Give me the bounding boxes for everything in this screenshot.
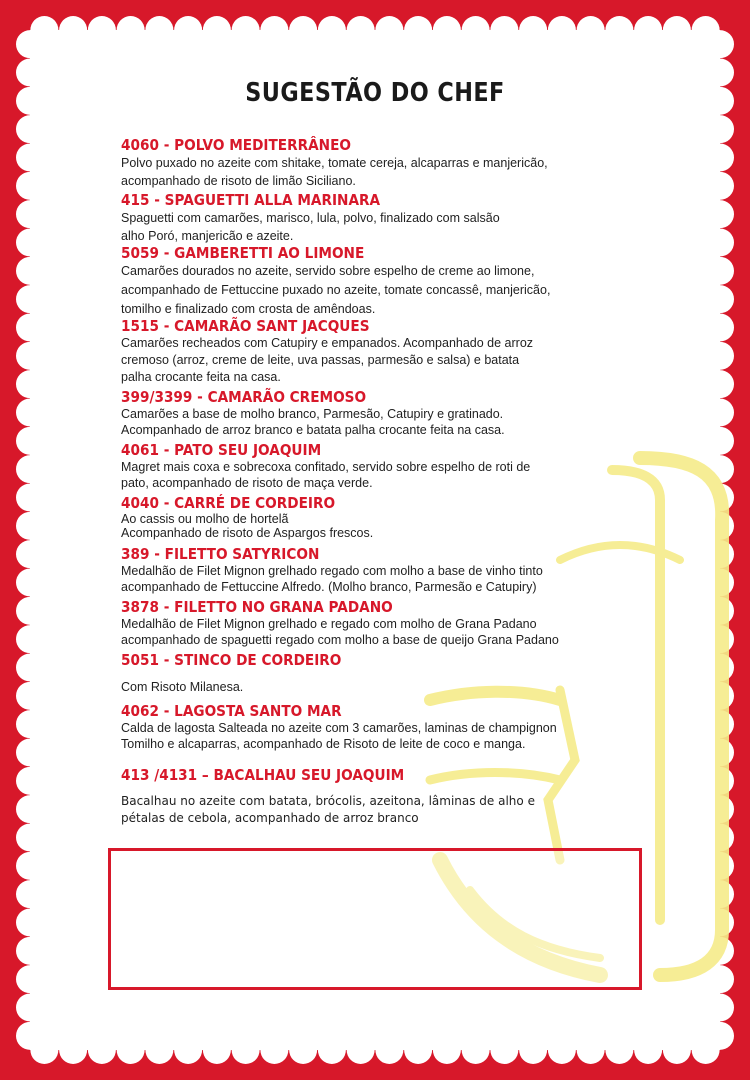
menu-item [121, 137, 591, 190]
menu-item [121, 192, 591, 245]
menu-item [121, 652, 591, 695]
dish-title: 1515 - CAMARÃO SANT JACQUES [121, 317, 370, 335]
blank-notice-box [108, 848, 642, 990]
dish-title: 413 /4131 – BACALHAU SEU JOAQUIM [121, 766, 405, 784]
menu-item [121, 318, 591, 386]
dish-title: 415 - SPAGUETTI ALLA MARINARA [121, 191, 381, 209]
dish-title: 399/3399 - CAMARÃO CREMOSO [121, 388, 367, 406]
dish-description: Medalhão de Filet Mignon grelhado e regado com molho de Grana Padano acompanhado de spaguetti regado com molho a base de queijo Grana Padano [121, 617, 559, 647]
menu-item [121, 599, 591, 648]
menu-title: SUGESTÃO DO CHEF [245, 78, 505, 108]
menu-item [121, 442, 591, 491]
dish-title: 4060 - POLVO MEDITERRÂNEO [121, 136, 351, 154]
dish-description: Medalhão de Filet Mignon grelhado regado com molho a base de vinho tinto acompanhado de Fettuccine Alfredo. (Molho branco, Parmesão e Catupiry) [121, 564, 543, 594]
dish-description: Com Risoto Milanesa. [121, 680, 244, 694]
dish-title: 5059 - GAMBERETTI AO LIMONE [121, 244, 365, 262]
dish-title: 4061 - PATO SEU JOAQUIM [121, 441, 322, 459]
dish-description: Camarões dourados no azeite, servido sobre espelho de creme ao limone, acompanhado de Fettuccine puxado no azeite, tomate concassê, manjericão, tomilho e finalizado com crosta de amêndoas. [121, 264, 551, 316]
menu-item [121, 767, 591, 827]
menu-item [121, 703, 591, 752]
dish-description: Calda de lagosta Salteada no azeite com 3 camarões, laminas de champignon Tomilho e alcaparras, acompanhado de Risoto de leite de coco e manga. [121, 721, 557, 751]
dish-title: 389 - FILETTO SATYRICON [121, 545, 320, 563]
menu-item [121, 495, 591, 540]
menu-item [121, 389, 591, 438]
dish-description: Polvo puxado no azeite com shitake, tomate cereja, alcaparras e manjericão, acompanhado de risoto de limão Siciliano. [121, 156, 548, 188]
dish-description: Bacalhau no azeite com batata, brócolis, azeitona, lâminas de alho e pétalas de cebola, acompanhado de arroz branco [121, 794, 535, 825]
dish-description: Ao cassis ou molho de hortelã Acompanhado de risoto de Aspargos frescos. [121, 512, 374, 540]
dish-description: Camarões a base de molho branco, Parmesão, Catupiry e gratinado. Acompanhado de arroz branco e batata palha crocante feita na casa. [121, 407, 505, 437]
menu-item [121, 546, 591, 595]
dish-title: 5051 - STINCO DE CORDEIRO [121, 651, 342, 669]
dish-title: 4062 - LAGOSTA SANTO MAR [121, 702, 342, 720]
dish-description: Camarões recheados com Catupiry e empanados. Acompanhado de arroz cremoso (arroz, creme de leite, uva passas, parmesão e salsa) e batata palha crocante feita na casa. [121, 336, 534, 384]
menu-item [121, 245, 591, 319]
dish-title: 3878 - FILETTO NO GRANA PADANO [121, 598, 393, 616]
dish-description: Magret mais coxa e sobrecoxa confitado, servido sobre espelho de roti de pato, acompanhado de risoto de maça verde. [121, 460, 531, 490]
dish-title: 4040 - CARRÉ DE CORDEIRO [121, 494, 336, 512]
dish-description: Spaguetti com camarões, marisco, lula, polvo, finalizado com salsão alho Poró, manjericão e azeite. [121, 211, 500, 243]
